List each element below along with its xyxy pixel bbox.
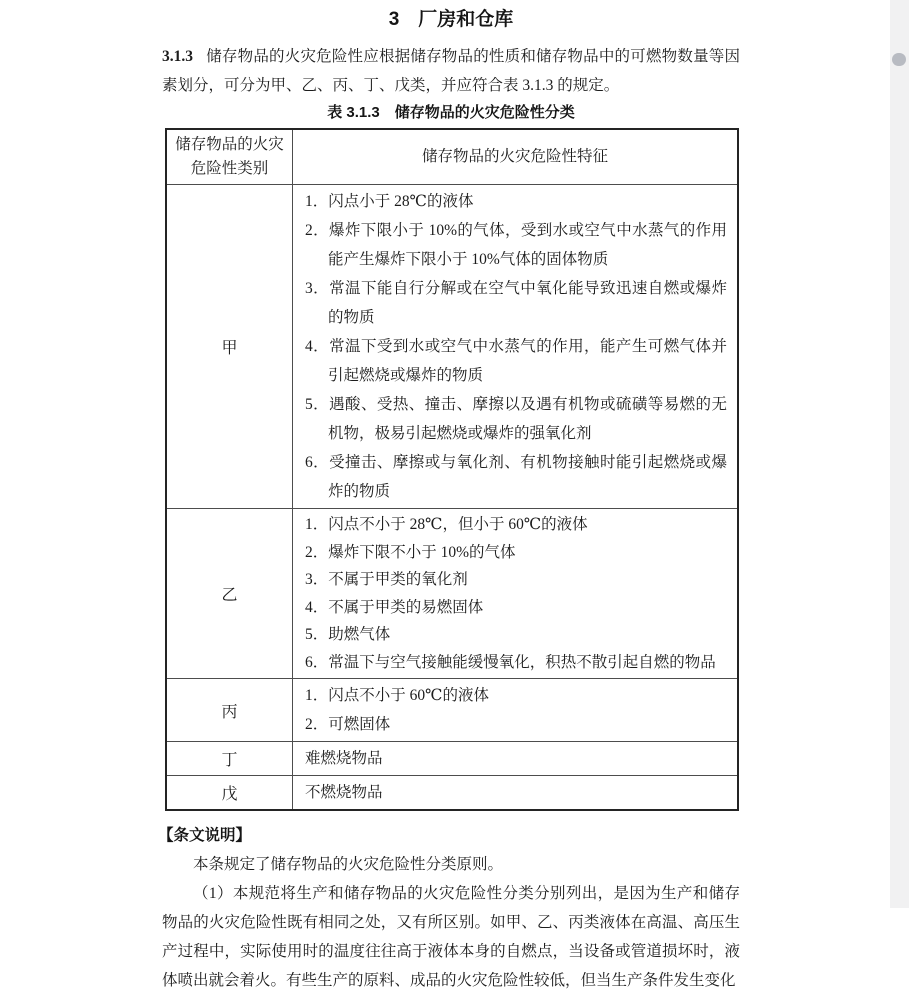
feature-item: 3．常温下能自行分解或在空气中氧化能导致迅速自燃或爆炸的物质 <box>305 280 727 326</box>
feature-item: 6．受撞击、摩擦或与氧化剂、有机物接触时能引起燃烧或爆炸的物质 <box>305 454 727 500</box>
table-row <box>166 742 738 776</box>
feature-item: 5．遇酸、受热、撞击、摩擦以及遇有机物或硫磺等易燃的无机物，极易引起燃烧或爆炸的强氧化剂 <box>305 396 727 442</box>
category-cell: 丙 <box>166 679 293 742</box>
category-cell: 丁 <box>166 742 293 776</box>
feature-item: 6．常温下与空气接触能缓慢氧化，积热不散引起自燃的物品 <box>305 653 716 671</box>
feature-item: 4．常温下受到水或空气中水蒸气的作用，能产生可燃气体并引起燃烧或爆炸的物质 <box>305 338 727 384</box>
scrollbar-thumb[interactable] <box>892 53 906 66</box>
feature-cell <box>293 742 739 776</box>
feature-cell <box>293 776 739 811</box>
commentary-heading: 【条文说明】 <box>158 827 252 844</box>
commentary-paragraph: 本条规定了储存物品的火灾危险性分类原则。 <box>193 856 504 873</box>
feature-item: 5．助燃气体 <box>305 626 391 643</box>
table-caption: 表 3.1.3 储存物品的火灾危险性分类 <box>327 104 575 121</box>
feature-item: 3．不属于甲类的氧化剂 <box>305 571 468 588</box>
category-cell: 戊 <box>166 776 293 811</box>
feature-item: 1．闪点不小于 28℃，但小于 60℃的液体 <box>305 516 588 533</box>
feature-item: 2．可燃固体 <box>305 716 391 733</box>
feature-item: 1．闪点小于 28℃的液体 <box>305 193 474 210</box>
feature-item: 1．闪点不小于 60℃的液体 <box>305 687 489 704</box>
classification-table <box>165 128 739 811</box>
feature-cell <box>293 679 739 742</box>
feature-item: 不燃烧物品 <box>305 784 383 801</box>
feature-item: 2．爆炸下限不小于 10%的气体 <box>305 543 516 561</box>
scrollbar-track[interactable] <box>890 0 909 908</box>
table-header-row <box>166 129 738 185</box>
commentary-paragraph: （1）本规范将生产和储存物品的火灾危险性分类分别列出，是因为生产和储存物品的火灾危险性既有相同之处，又有所区别。如甲、乙、丙类液体在高温、高压生产过程中，实际使用时的温度往往高于液体本身的自燃点，当设备或管道损坏时，液体喷出就会着火。有些生产的原料、成品的火灾危险性较低，但当生产条件发生变化 <box>162 885 740 989</box>
clause-text: 储存物品的火灾危险性应根据储存物品的性质和储存物品中的可燃物数量等因素划分，可分为甲、乙、丙、丁、戊类，并应符合表 3.1.3 的规定。 <box>162 48 740 94</box>
feature-item: 4．不属于甲类的易燃固体 <box>305 598 484 616</box>
feature-cell <box>293 185 739 509</box>
table-row <box>166 509 738 679</box>
table-row <box>166 776 738 811</box>
header-category-column: 储存物品的火灾危险性类别 <box>166 129 293 185</box>
feature-item: 2．爆炸下限小于 10%的气体，受到水或空气中水蒸气的作用能产生爆炸下限小于 10%气体的固体物质 <box>305 222 727 268</box>
category-cell: 乙 <box>166 509 293 679</box>
table-row <box>166 679 738 742</box>
chapter-title: 3 厂房和仓库 <box>388 9 514 30</box>
feature-item: 难燃烧物品 <box>305 750 383 767</box>
category-cell: 甲 <box>166 185 293 509</box>
feature-cell <box>293 509 739 679</box>
clause-paragraph <box>162 42 740 100</box>
header-feature-column: 储存物品的火灾危险性特征 <box>293 129 739 185</box>
document-page <box>158 0 740 995</box>
table-row <box>166 185 738 509</box>
clause-number: 3.1.3 <box>162 48 193 65</box>
